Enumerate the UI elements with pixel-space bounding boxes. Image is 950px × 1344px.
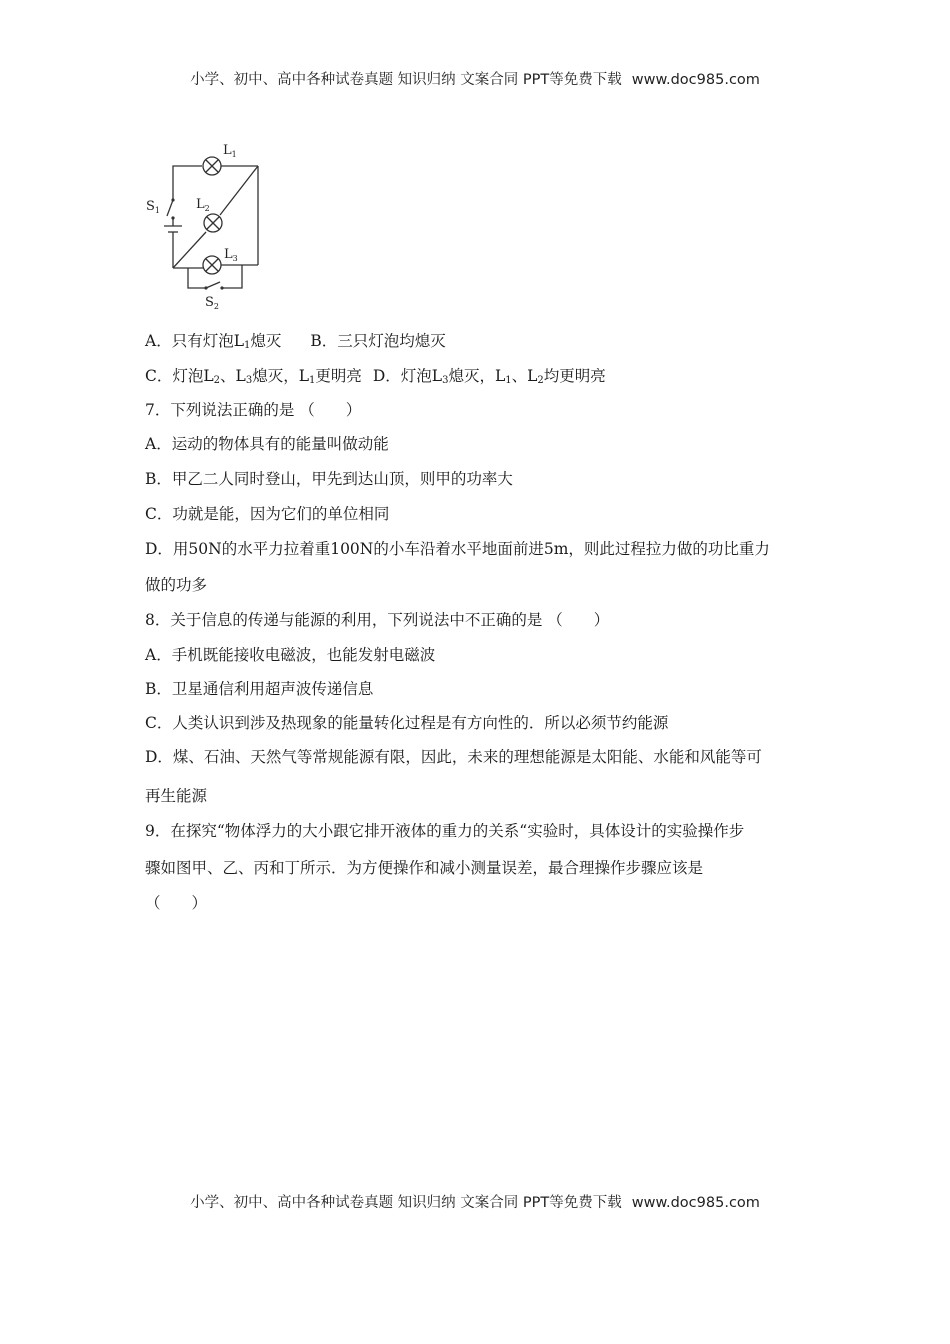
q7-option-a: A．运动的物体具有的能量叫做动能 xyxy=(145,435,389,453)
q6-options-ab xyxy=(145,331,446,356)
header-text: 小学、初中、高中各种试卷真题 知识归纳 文案合同 PPT等免费下载 xyxy=(190,72,622,88)
q7-option-c: C．功就是能，因为它们的单位相同 xyxy=(145,505,390,523)
q8-option-d-line1: D．煤、石油、天然气等常规能源有限，因此，未来的理想能源是太阳能、水能和风能等可 xyxy=(145,748,762,766)
q6-option-c: C．灯泡$L_2$、$L_3$熄灭，$L_1$更明亮 xyxy=(145,367,362,386)
footer-url[interactable]: www.doc985.com xyxy=(631,1195,760,1211)
q9-stem-line2: 骤如图甲、乙、丙和丁所示．为方便操作和减小测量误差，最合理操作步骤应该是 xyxy=(145,859,704,877)
q6-options-cd xyxy=(145,366,606,391)
q6-option-b: B．三只灯泡均熄灭 xyxy=(310,332,446,350)
q6-option-d: D．灯泡$L_3$熄灭，$L_1$、$L_2$均更明亮 xyxy=(372,367,606,386)
header-url[interactable]: www.doc985.com xyxy=(631,72,760,88)
q7-option-d-line1: D．用50N的水平力拉着重100N的小车沿着水平地面前进5m，则此过程拉力做的功比重力 xyxy=(145,540,770,558)
label-l1: $L_1$ xyxy=(223,143,237,159)
footer-text: 小学、初中、高中各种试卷真题 知识归纳 文案合同 PPT等免费下载 xyxy=(190,1195,622,1211)
q7-option-d-line2: 做的功多 xyxy=(145,576,208,594)
circuit-diagram xyxy=(140,138,270,313)
q9-stem-line1: 9．在探究“物体浮力的大小跟它排开液体的重力的关系“实验时，具体设计的实验操作步 xyxy=(145,822,745,840)
q9-stem-line3: （ ） xyxy=(145,894,208,912)
q8-option-b: B．卫星通信利用超声波传递信息 xyxy=(145,680,374,698)
label-l2: $L_2$ xyxy=(196,197,210,213)
q7-stem: 7．下列说法正确的是 （ ） xyxy=(145,401,362,419)
label-s2: $S_2$ xyxy=(205,295,219,311)
label-s1: $S_1$ xyxy=(146,199,160,215)
page-header xyxy=(0,68,950,89)
q8-option-a: A．手机既能接收电磁波，也能发射电磁波 xyxy=(145,646,436,664)
q7-option-b: B．甲乙二人同时登山，甲先到达山顶，则甲的功率大 xyxy=(145,470,513,488)
q8-option-c: C．人类认识到涉及热现象的能量转化过程是有方向性的．所以必须节约能源 xyxy=(145,714,669,732)
q8-option-d-line2: 再生能源 xyxy=(145,787,208,805)
page-footer xyxy=(0,1191,950,1212)
q6-option-a: A．只有灯泡$L_1$熄灭 xyxy=(145,332,282,351)
label-l3: $L_3$ xyxy=(224,247,238,263)
q8-stem: 8．关于信息的传递与能源的利用，下列说法中不正确的是 （ ） xyxy=(145,611,610,629)
